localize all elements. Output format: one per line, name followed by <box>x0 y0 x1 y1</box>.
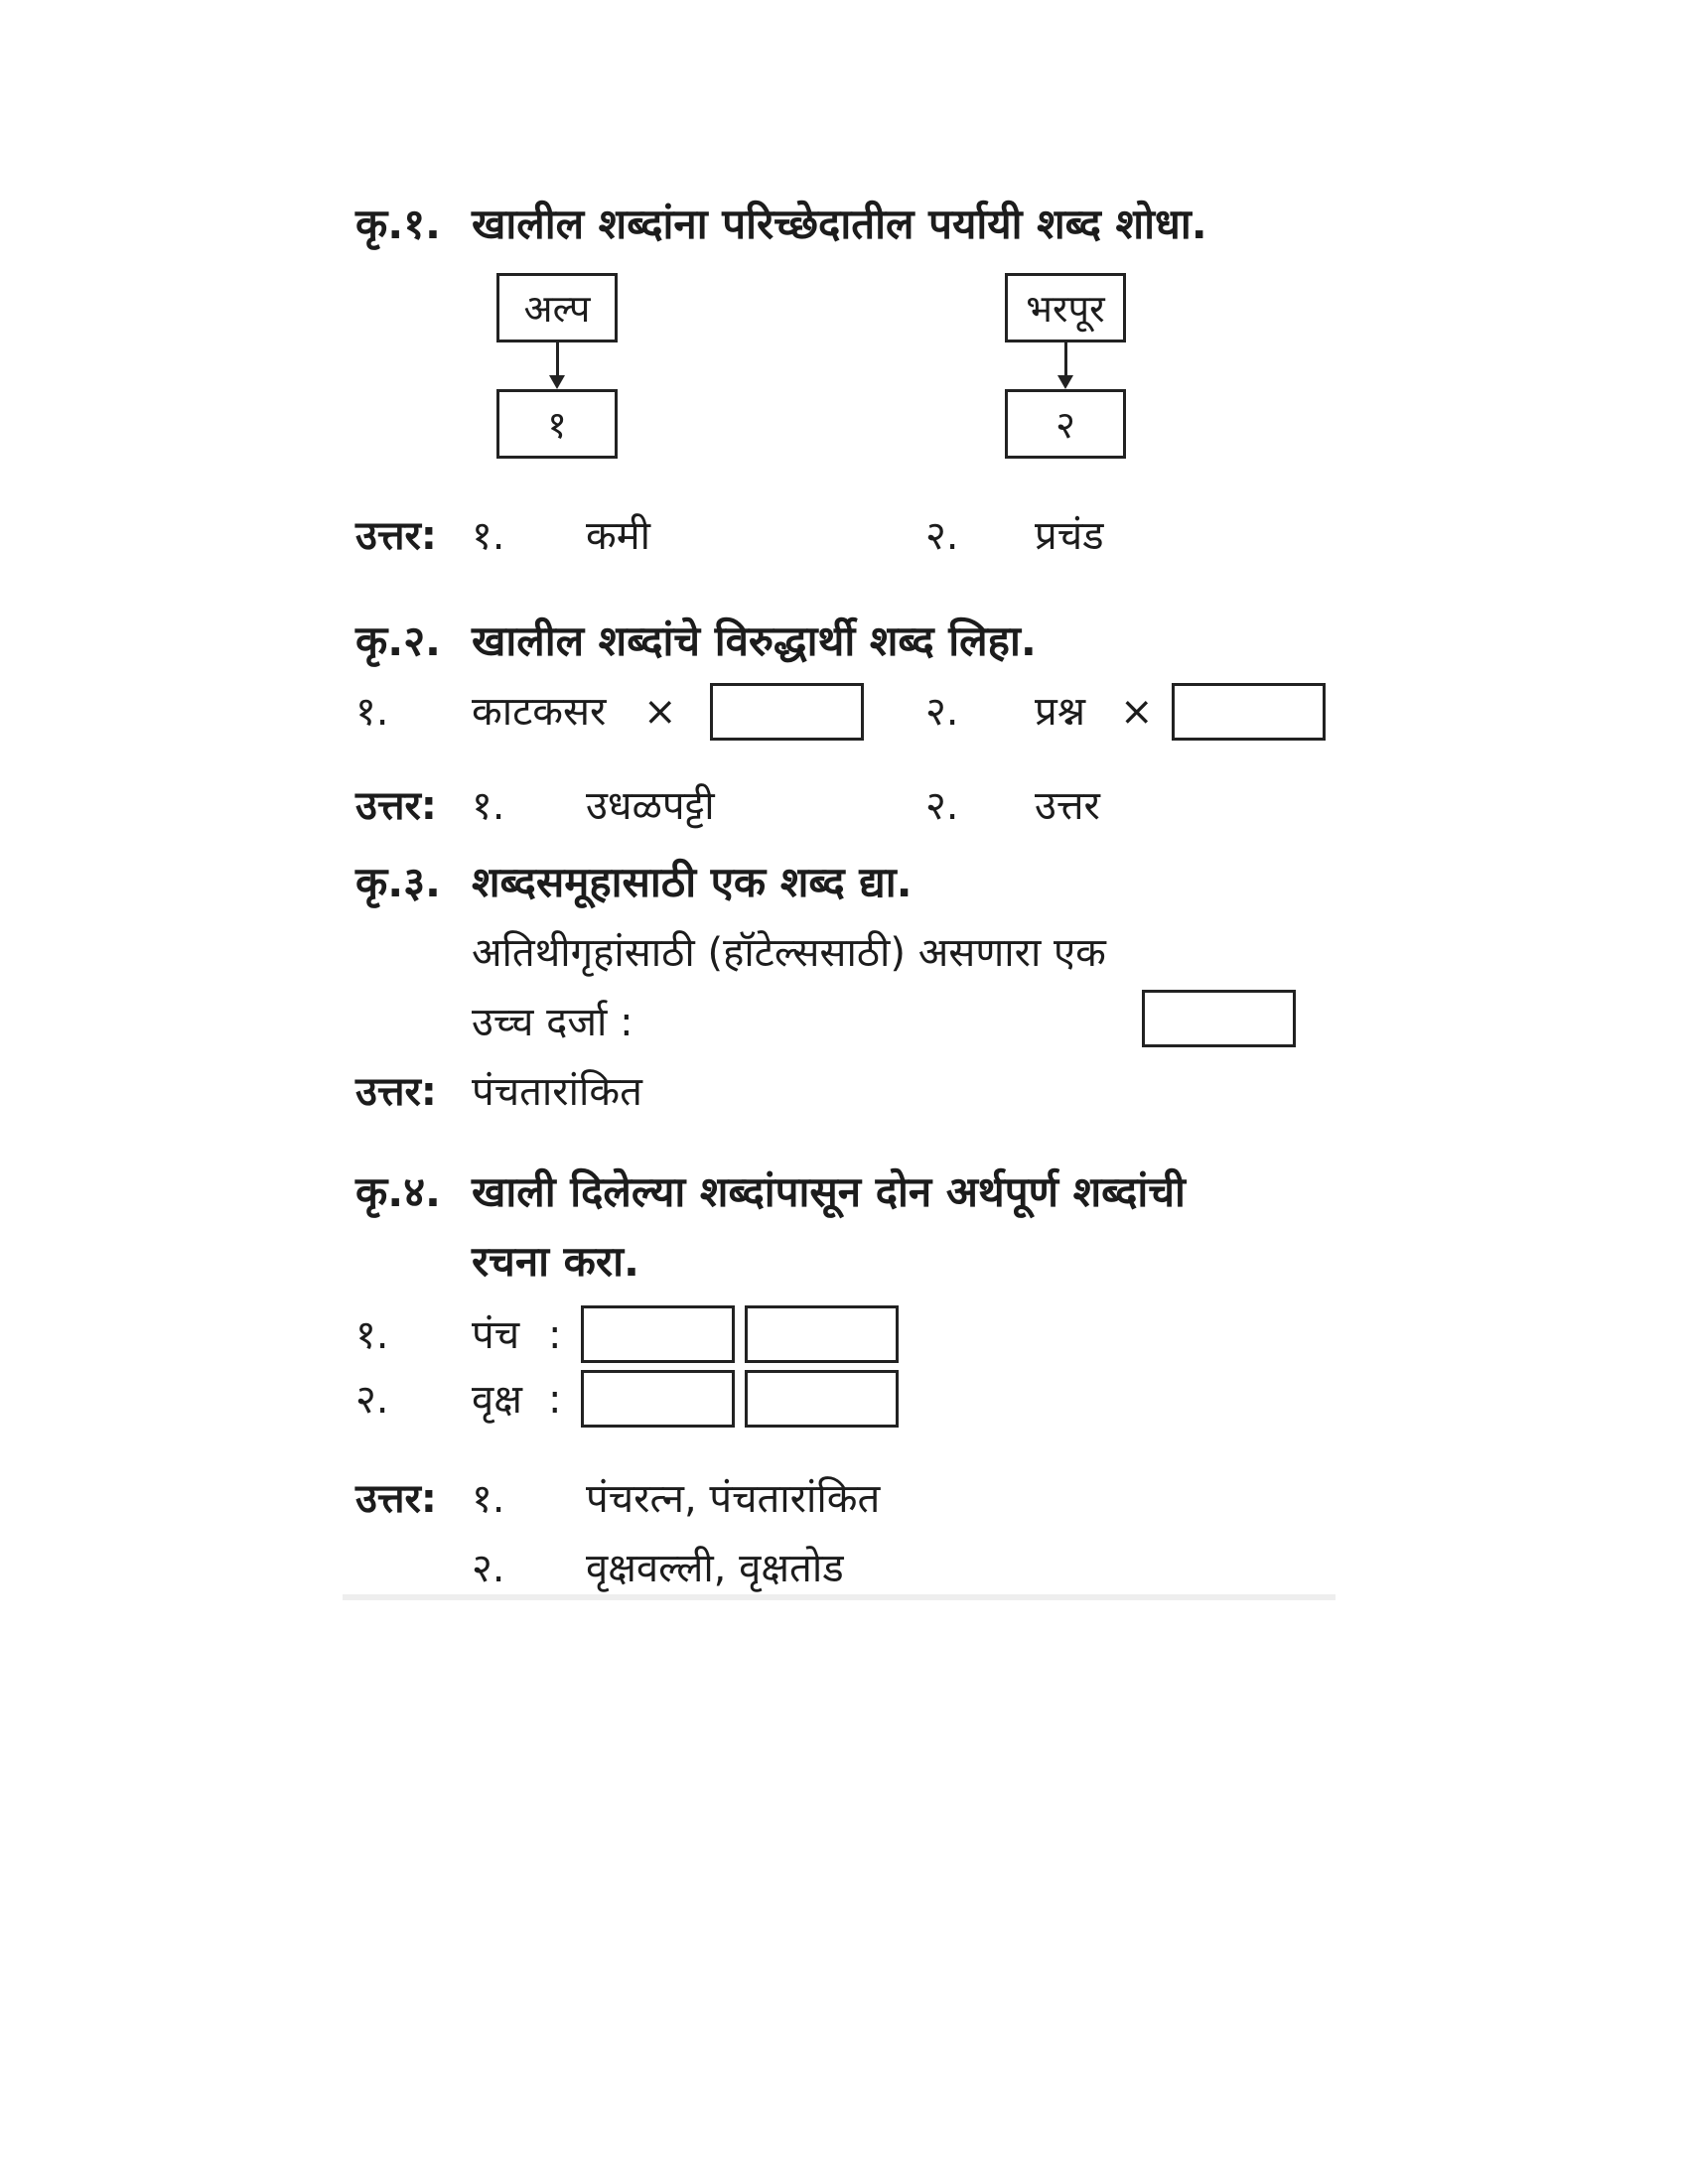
q2-item2-word: प्रश्न <box>1035 689 1086 735</box>
q2-answer-label: उत्तर: <box>355 783 437 829</box>
q1-box-right-bottom-text: २ <box>1055 403 1075 447</box>
q1-ans1-num: १. <box>472 513 505 559</box>
q2-item1-answer-box[interactable] <box>710 683 864 741</box>
q1-box-right-bottom <box>1005 389 1126 459</box>
q4-ans2-num: २. <box>472 1546 505 1591</box>
q1-number: कृ.१. <box>355 200 442 248</box>
q4-item2-colon: : <box>548 1377 562 1423</box>
q4-item1-box1[interactable] <box>581 1305 735 1363</box>
q2-ans1: उधळपट्टी <box>586 783 715 829</box>
q4-ans1: पंचरत्न, पंचतारांकित <box>586 1476 881 1522</box>
q2-item2-num: २. <box>925 689 959 735</box>
q2-item1-times: × <box>643 689 677 735</box>
q3-ans: पंचतारांकित <box>472 1069 642 1115</box>
q1-connector-right <box>1064 342 1067 378</box>
q1-box-right-top <box>1005 273 1126 342</box>
q1-ans2: प्रचंड <box>1035 513 1104 559</box>
q2-ans2: उत्तर <box>1035 783 1100 829</box>
q1-arrow-right <box>1057 375 1073 389</box>
q4-item2-box2[interactable] <box>745 1370 899 1428</box>
q4-ans2: वृक्षवल्ली, वृक्षतोड <box>586 1546 844 1591</box>
q4-number: कृ.४. <box>355 1167 442 1216</box>
q2-number: कृ.२. <box>355 616 442 665</box>
q3-answer-box[interactable] <box>1142 990 1296 1047</box>
q4-text-line1: खाली दिलेल्या शब्दांपासून दोन अर्थपूर्ण शब्दांची <box>472 1167 1186 1216</box>
q1-arrow-left <box>549 375 565 389</box>
q4-item1-colon: : <box>548 1312 562 1358</box>
q1-box-left-top-text: अल्प <box>523 287 591 331</box>
q4-item2-box1[interactable] <box>581 1370 735 1428</box>
q1-box-left-bottom-text: १ <box>547 403 567 447</box>
q2-ans2-num: २. <box>925 783 959 829</box>
q3-line1: अतिथीगृहांसाठी (हॉटेल्ससाठी) असणारा एक <box>472 930 1106 976</box>
q2-item2-times: × <box>1120 689 1154 735</box>
q2-item1-num: १. <box>355 689 389 735</box>
q1-ans1: कमी <box>586 513 650 559</box>
q4-item2-num: २. <box>355 1377 389 1423</box>
q1-box-right-top-text: भरपूर <box>1026 287 1105 331</box>
q1-answer-label: उत्तर: <box>355 513 437 559</box>
q3-number: कृ.३. <box>355 858 442 906</box>
bottom-divider <box>343 1594 1336 1600</box>
q3-line2: उच्च दर्जा : <box>472 1000 633 1045</box>
q4-text-line2: रचना करा. <box>472 1237 639 1286</box>
q2-item1-word: काटकसर <box>472 689 607 735</box>
q2-text: खालील शब्दांचे विरुद्धार्थी शब्द लिहा. <box>472 616 1037 665</box>
q3-answer-label: उत्तर: <box>355 1069 437 1115</box>
q1-ans2-num: २. <box>925 513 959 559</box>
q1-box-left-bottom <box>496 389 618 459</box>
q4-ans1-num: १. <box>472 1476 505 1522</box>
q2-item2-answer-box[interactable] <box>1172 683 1326 741</box>
q4-item1-box2[interactable] <box>745 1305 899 1363</box>
q4-item1-word: पंच <box>472 1312 520 1358</box>
q2-ans1-num: १. <box>472 783 505 829</box>
q4-item1-num: १. <box>355 1312 389 1358</box>
q1-connector-left <box>556 342 559 378</box>
q4-item2-word: वृक्ष <box>472 1377 522 1423</box>
q1-box-left-top <box>496 273 618 342</box>
q1-text: खालील शब्दांना परिच्छेदातील पर्यायी शब्द शोधा. <box>472 200 1207 248</box>
q3-text: शब्दसमूहासाठी एक शब्द द्या. <box>472 858 913 906</box>
q4-answer-label: उत्तर: <box>355 1476 437 1522</box>
